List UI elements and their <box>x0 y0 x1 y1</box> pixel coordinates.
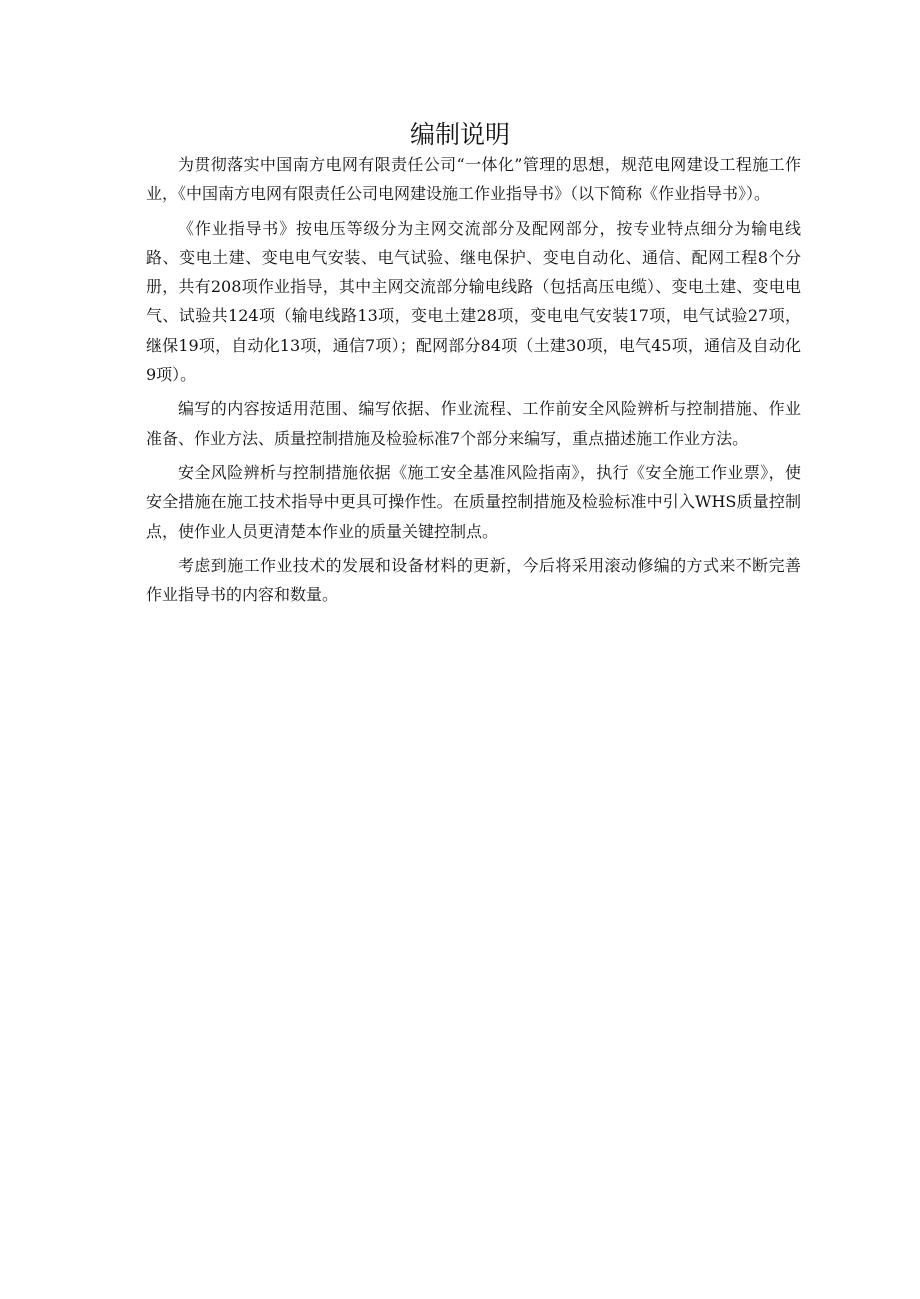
paragraph-future-revision: 考虑到施工作业技术的发展和设备材料的更新，今后将采用滚动修编的方式来不断完善作业指导书的内容和数量。 <box>146 555 801 605</box>
document-body <box>146 150 801 614</box>
paragraph-safety-quality: 安全风险辨析与控制措施依据《施工安全基准风险指南》，执行《安全施工作业票》，使安全措施在施工技术指导中更具可操作性。在质量控制措施及检验标准中引入WHS质量控制点，使作业人员更清楚本作业的质量关键控制点。 <box>146 462 801 541</box>
paragraph-content: 编写的内容按适用范围、编写依据、作业流程、工作前安全风险辨析与控制措施、作业准备、作业方法、质量控制措施及检验标准7个部分来编写，重点描述施工作业方法。 <box>146 399 801 448</box>
paragraph-purpose: 为贯彻落实中国南方电网有限责任公司“一体化”管理的思想，规范电网建设工程施工作业，《中国南方电网有限责任公司电网建设施工作业指导书》（以下简称《作业指导书》）。 <box>146 155 801 204</box>
paragraph-structure: 《作业指导书》按电压等级分为主网交流部分及配网部分，按专业特点细分为输电线路、变电土建、变电电气安装、电气试验、继电保护、变电自动化、通信、配网工程8个分册，共有208项作业指导，其中主网交流部分输电线路（包括高压电缆）、变电土建、变电电气、试验共124项（输电线路13项，变电土建28项，变电电气安装17项，电气试验27项，继保19项，自动化13项，通信7项）；配网部分84项（土建30项，电气45项，通信及自动化9项）。 <box>146 218 801 385</box>
document-title: 编制说明 <box>409 120 510 149</box>
